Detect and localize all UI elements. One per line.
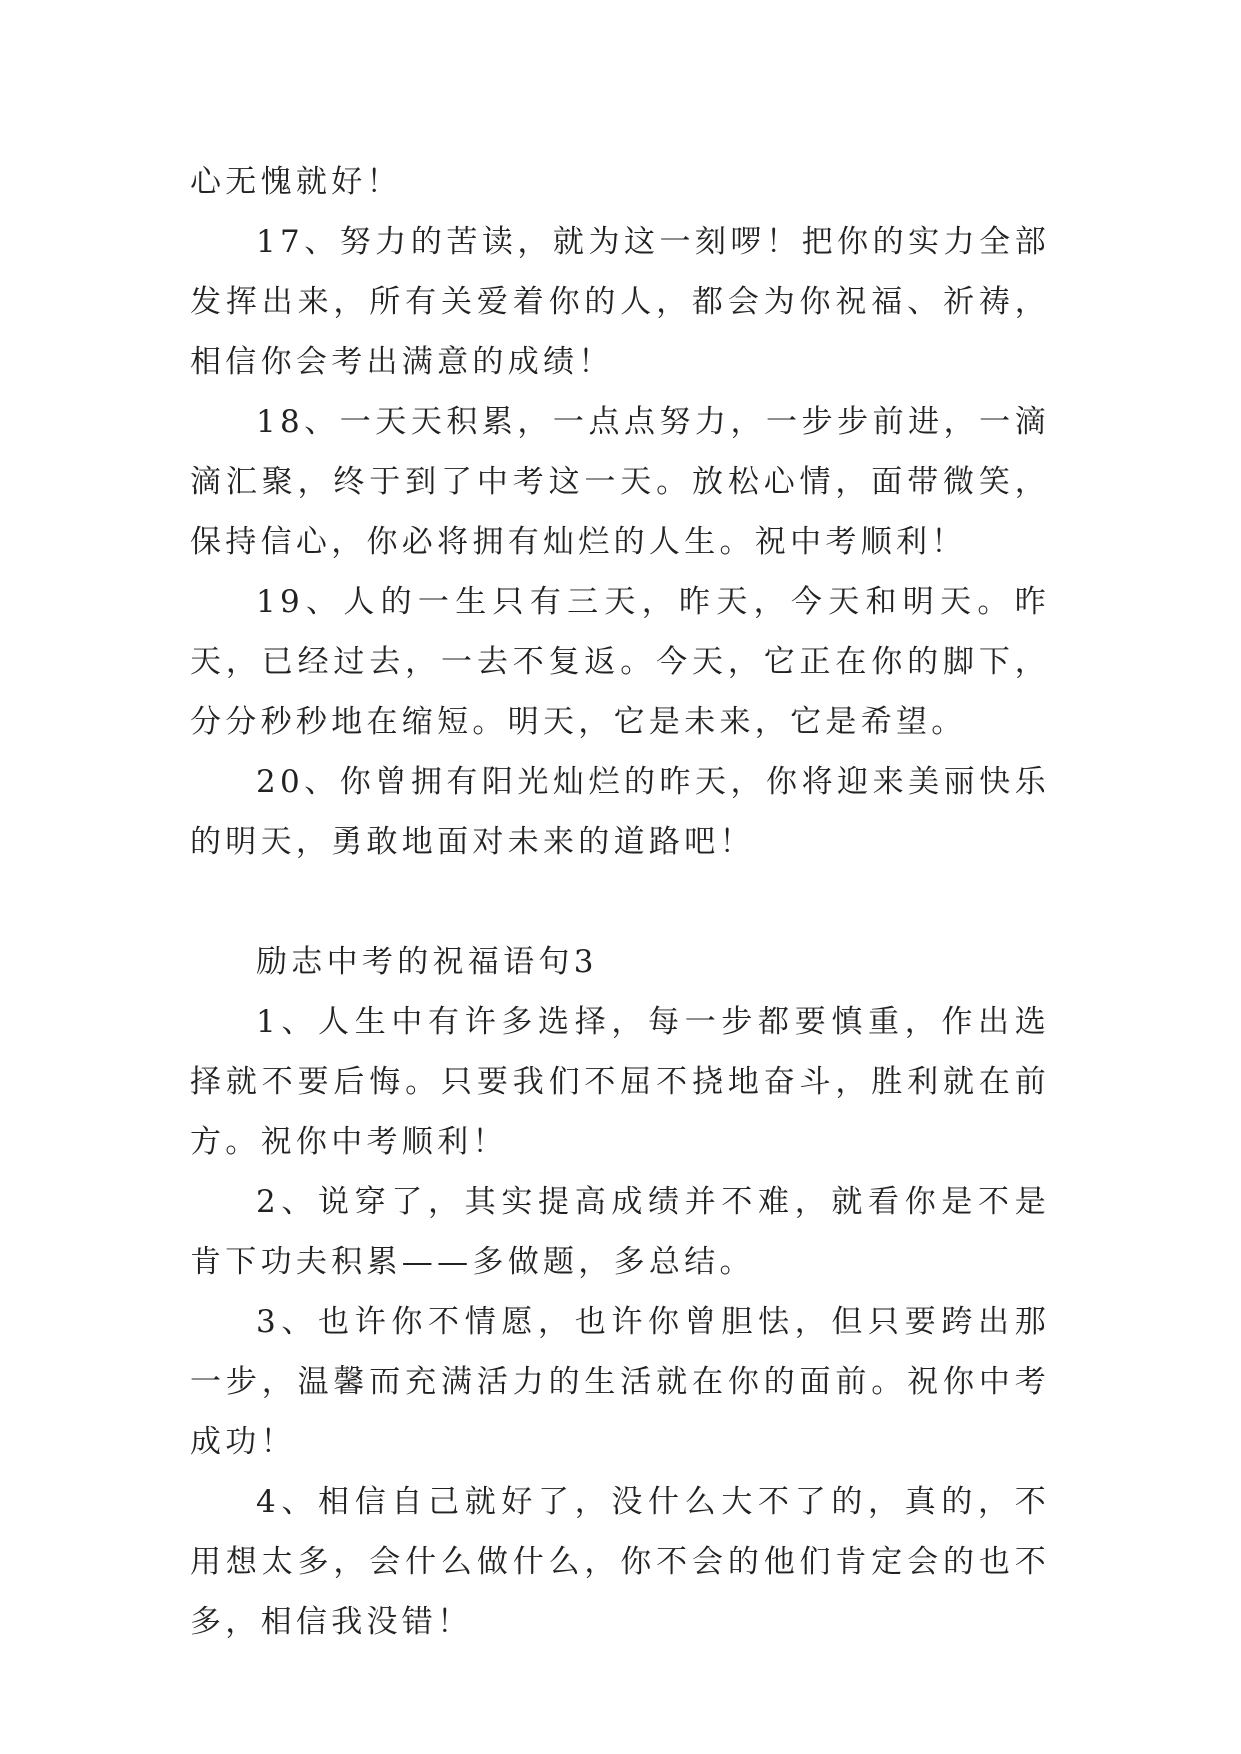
paragraph-item-17: 17、努力的苦读，就为这一刻啰！把你的实力全部发挥出来，所有关爱着你的人，都会为你祝福、祈祷，相信你会考出满意的成绩！ <box>190 224 1050 380</box>
paragraph-item-20: 20、你曾拥有阳光灿烂的昨天，你将迎来美丽快乐的明天，勇敢地面对未来的道路吧！ <box>190 764 1050 860</box>
document-body <box>190 152 1050 1652</box>
section-item-3: 3、也许你不情愿，也许你曾胆怯，但只要跨出那一步，温馨而充满活力的生活就在你的面前。祝你中考成功！ <box>190 1304 1050 1460</box>
section-heading: 励志中考的祝福语句3 <box>256 944 598 980</box>
section-item-2: 2、说穿了，其实提高成绩并不难，就看你是不是肯下功夫积累——多做题，多总结。 <box>190 1184 1050 1280</box>
paragraph-item-19: 19、人的一生只有三天，昨天，今天和明天。昨天，已经过去，一去不复返。今天，它正在你的脚下，分分秒秒地在缩短。明天，它是未来，它是希望。 <box>190 584 1050 740</box>
paragraph-item-18: 18、一天天积累，一点点努力，一步步前进，一滴滴汇聚，终于到了中考这一天。放松心情，面带微笑，保持信心，你必将拥有灿烂的人生。祝中考顺利！ <box>190 404 1050 560</box>
paragraph-continuation: 心无愧就好！ <box>190 164 402 200</box>
section-item-1: 1、人生中有许多选择，每一步都要慎重，作出选择就不要后悔。只要我们不屈不挠地奋斗，胜利就在前方。祝你中考顺利！ <box>190 1004 1050 1160</box>
section-item-4: 4、相信自己就好了，没什么大不了的，真的，不用想太多，会什么做什么，你不会的他们肯定会的也不多，相信我没错！ <box>190 1484 1050 1640</box>
